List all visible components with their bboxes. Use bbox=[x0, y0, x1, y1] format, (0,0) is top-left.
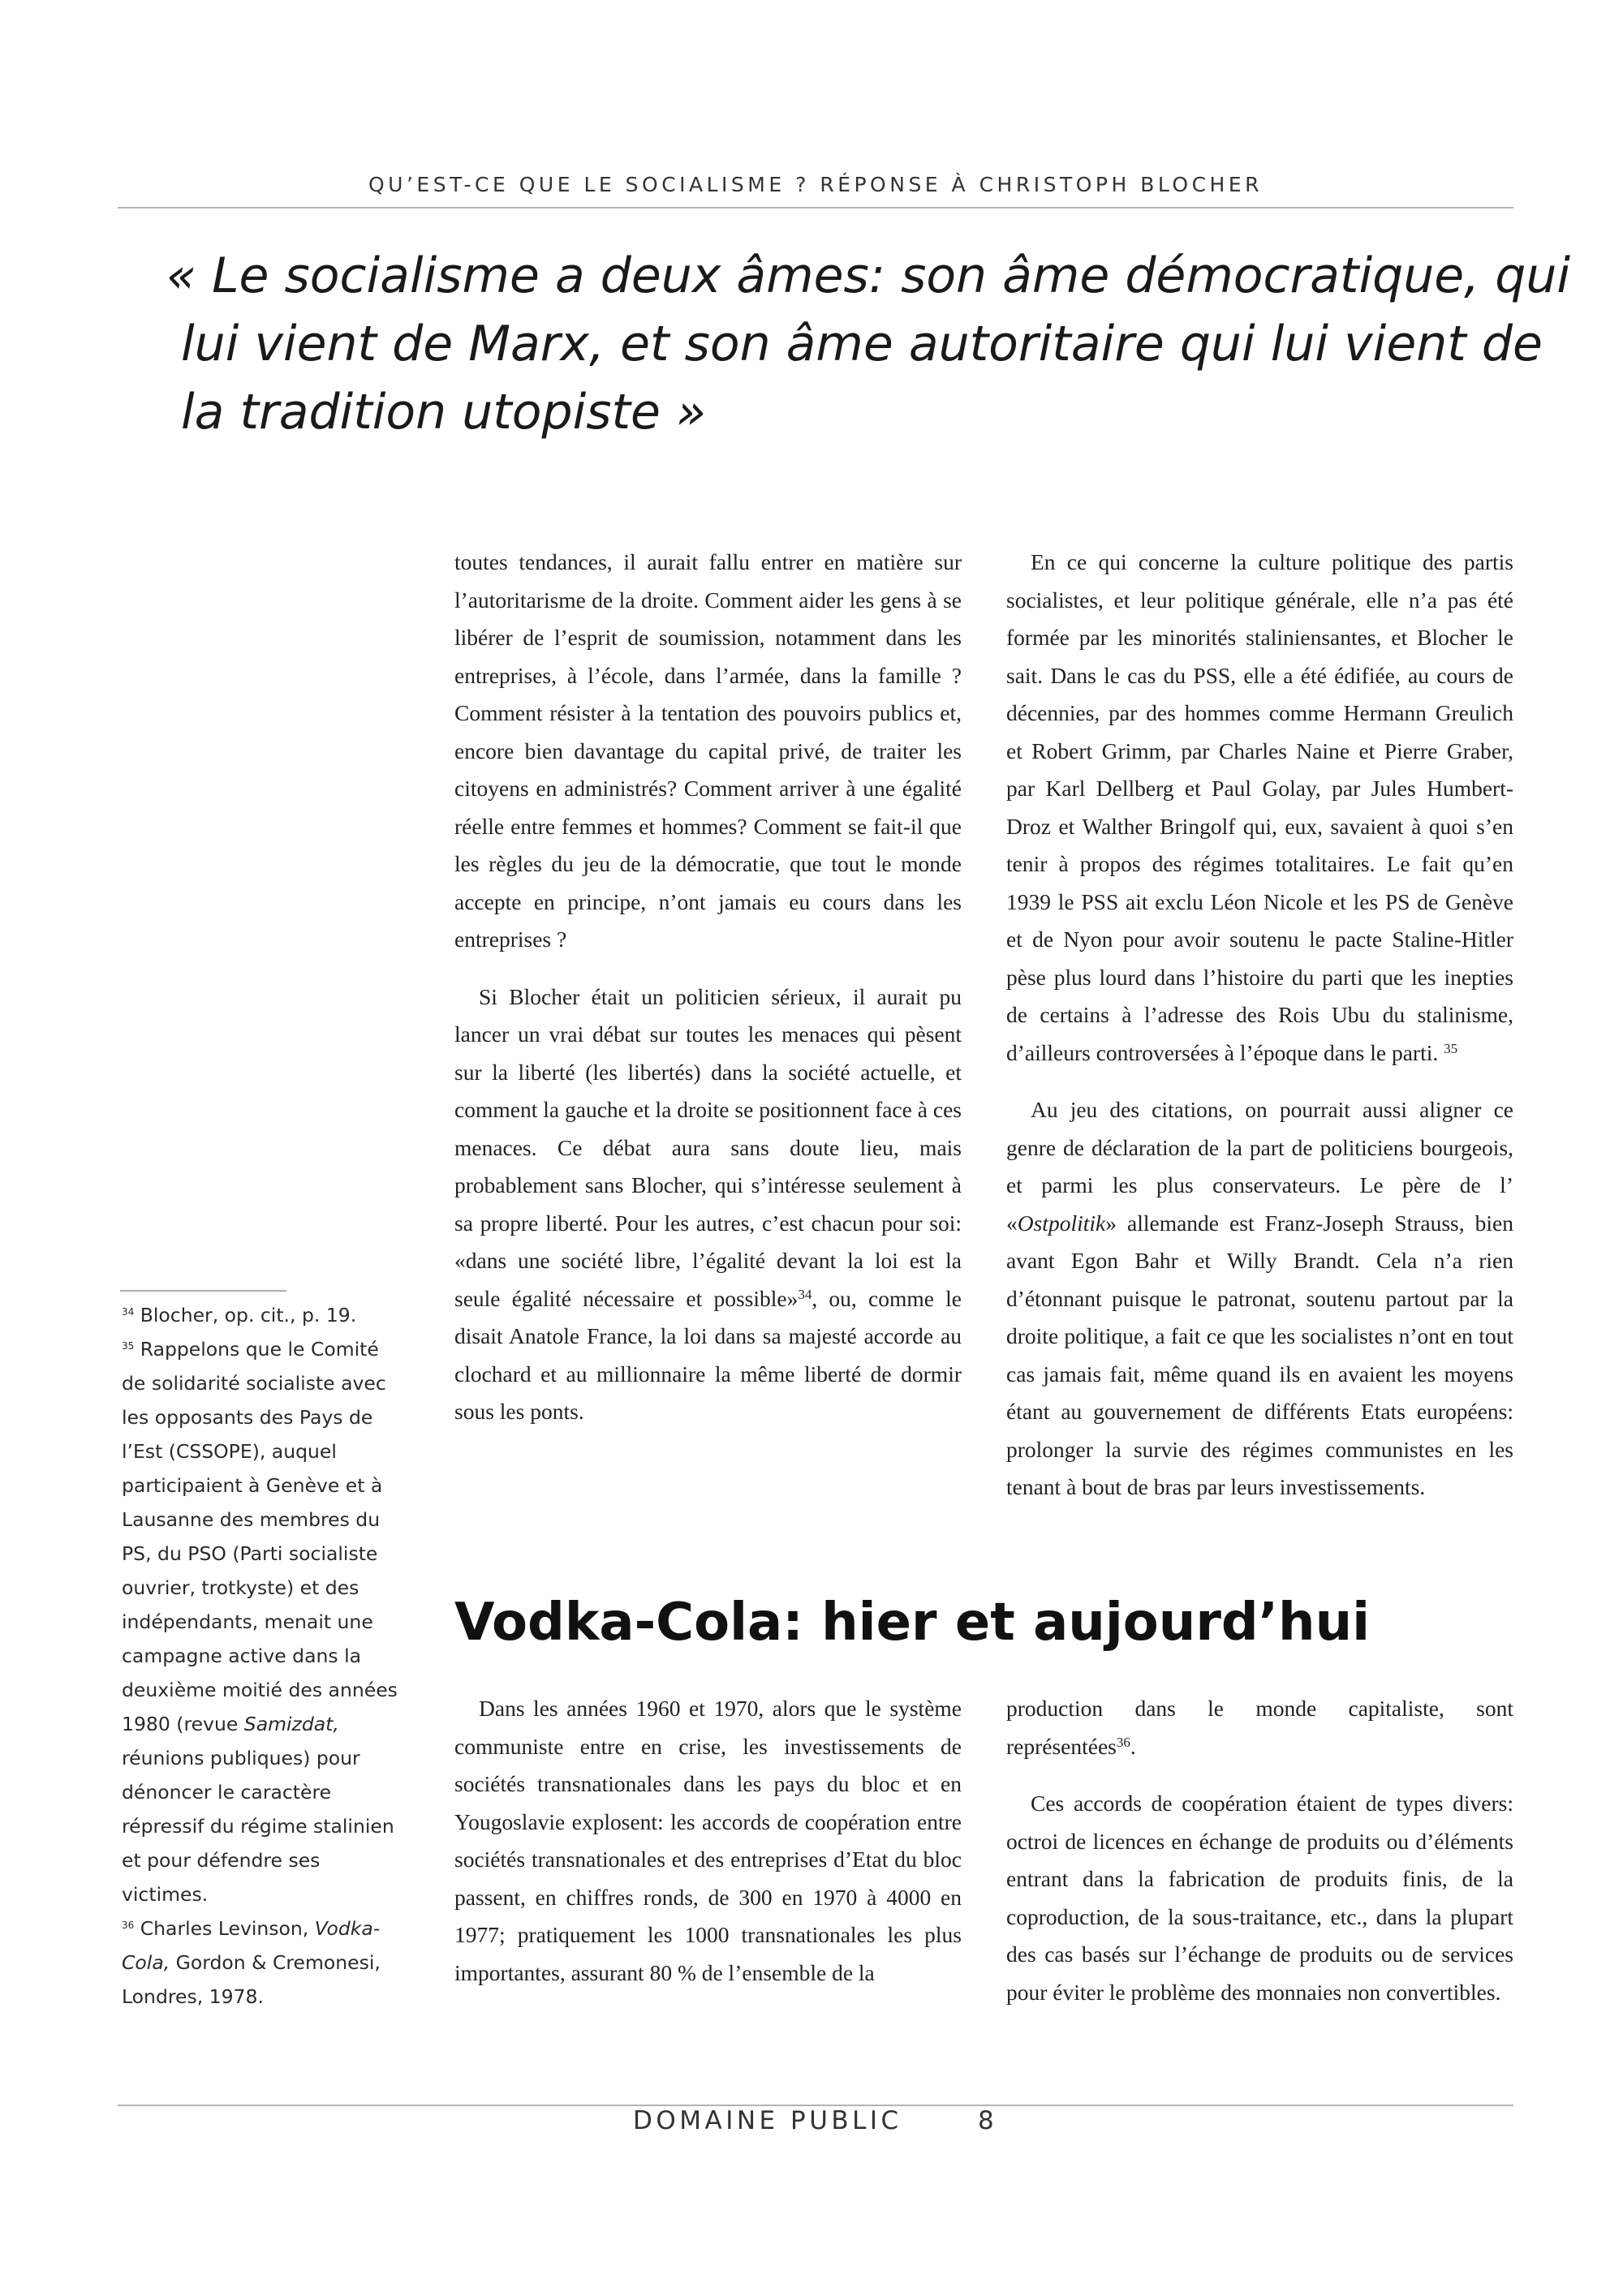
footnote-ref-35[interactable]: 35 bbox=[1444, 1040, 1458, 1056]
paragraph-text: En ce qui concerne la culture politique des partis socialistes, et leur politique générale, elle n’a pas été formée par les minorités staliniensantes, et Blocher le sait. Dans le cas du PSS, elle a été édifiée, au cours de décennies, par des hommes comme Hermann Greulich et Robert Grimm, par Charles Naine et Pierre Graber, par Karl Dellberg et Paul Golay, par Jules Humbert-Droz et Walther Bringolf qui, eux, savaient à quoi s’en tenir à propos des régimes totalitaires. Le fait qu’en 1939 le PSS ait exclu Léon Nicole et les PS de Genève et de Nyon pour avoir soutenu le pacte Staline-Hitler pèse plus lourd dans l’histoire du parti que les inepties de certains à l’adresse des Rois Ubu du stalinisme, d’ailleurs controversées à l’époque dans le parti. bbox=[1006, 549, 1513, 1065]
paragraph-text: production dans le monde capitaliste, sont représentées bbox=[1006, 1696, 1513, 1759]
publication-name: DOMAINE PUBLIC bbox=[633, 2106, 902, 2135]
body-column-right-bottom bbox=[1006, 1690, 1513, 2011]
body-column-right-top bbox=[1006, 544, 1513, 1507]
paragraph: Ces accords de coopération étaient de types divers: octroi de licences en échange de produits ou d’éléments entrant dans la fabrication de produits finis, de la coproduction, de la sous-traitance, etc., dans la plupart des cas basés sur l’échange de produits ou de services pour éviter le problème des monnaies non convertibles. bbox=[1006, 1791, 1513, 2005]
paragraph bbox=[454, 978, 962, 1431]
paragraph bbox=[1006, 1091, 1513, 1507]
footnote-36 bbox=[122, 1911, 398, 2014]
pull-quote-line-2: lui vient de Marx, et son âme autoritaire qui lui vient de bbox=[181, 316, 1543, 372]
footnote-italic: Samizdat, bbox=[243, 1713, 339, 1735]
footnote-text: Rappelons que le Comité de solidarité socialiste avec les opposants des Pays de l’Est (CSSOPE), auquel participaient à Genève et à Lausanne des membres du PS, du PSO (Parti socialiste ouvrier, trotkyste) et des indépendants, menait une campagne active dans la deuxième moitié des années 1980 (revue bbox=[122, 1338, 398, 1735]
paragraph bbox=[1006, 544, 1513, 1072]
header-rule bbox=[118, 207, 1513, 209]
footnote-ref-36[interactable]: 36 bbox=[1116, 1734, 1130, 1750]
pull-quote bbox=[166, 242, 1571, 446]
body-column-left-top bbox=[454, 544, 962, 1431]
footnote-text: Charles Levinson, bbox=[134, 1917, 315, 1940]
footer bbox=[633, 2103, 1022, 2139]
section-heading: Vodka-Cola: hier et aujourd’hui bbox=[454, 1593, 1371, 1653]
paragraph-text: » allemande est Franz-Joseph Strauss, bien avant Egon Bahr et Willy Brandt. Cela n’a rien d’étonnant puisque le patronat, soutenu partout par la droite politique, a fait ce que les socialistes n’ont en tout cas jamais fait, même quand ils en avaient les moyens étant au gouvernement de différents Etats européens: prolonger la survie des régimes communistes en les tenant à bout de bras par leurs investissements. bbox=[1006, 1210, 1513, 1499]
body-column-left-bottom bbox=[454, 1690, 962, 1992]
footnote-marker: 35 bbox=[122, 1340, 135, 1352]
italic-term: Ostpolitik bbox=[1017, 1210, 1106, 1236]
paragraph-text: Si Blocher était un politicien sérieux, il aurait pu lancer un vrai débat sur toutes les menaces qui pèsent sur la liberté (les libertés) dans la société actuelle, et comment la gauche et la droite se positionnent face à ces menaces. Ce débat aura sans doute lieu, mais probablement sans Blocher, qui s’intéresse seulement à sa propre liberté. Pour les autres, c’est chacun pour soi: «dans une société libre, l’égalité devant la loi est la seule égalité nécessaire et possible» bbox=[454, 983, 962, 1311]
footnote-marker: 34 bbox=[122, 1306, 135, 1318]
paragraph-text: . bbox=[1130, 1733, 1136, 1759]
paragraph: toutes tendances, il aurait fallu entrer en matière sur l’autoritarisme de la droite. Comment aider les gens à se libérer de l’esprit de soumission, notamment dans les entreprises, à l’école, dans l’armée, dans la famille ? Comment résister à la tentation des pouvoirs publics et, encore bien davantage du capital privé, de traiter les citoyens en administrés? Comment arriver à une égalité réelle entre femmes et hommes? Comment se fait-il que les règles du jeu de la démocratie, que tout le monde accepte en principe, n’ont jamais eu cours dans les entreprises ? bbox=[454, 549, 962, 952]
footnote-italic: Vodka-Cola, bbox=[122, 1917, 381, 1974]
footnotes bbox=[122, 1298, 398, 2014]
paragraph: Dans les années 1960 et 1970, alors que le système communiste entre en crise, les investissements de sociétés transnationales dans les pays du bloc et en Yougoslavie explosent: les accords de coopération entre sociétés transnationales et des entreprises d’Etat du bloc passent, en chiffres ronds, de 300 en 1970 à 4000 en 1977; pratiquement les 1000 transnationales les plus importantes, assurant 80 % de l’ensemble de la bbox=[454, 1696, 962, 1985]
paragraph bbox=[1006, 1690, 1513, 1765]
footnote-marker: 36 bbox=[122, 1920, 135, 1931]
running-header: QU’EST-CE QUE LE SOCIALISME ? RÉPONSE À CHRISTOPH BLOCHER bbox=[368, 173, 1264, 196]
footnote-text: Gordon & Cremonesi, Londres, 1978. bbox=[122, 1951, 381, 2008]
pull-quote-line-3: la tradition utopiste » bbox=[181, 384, 707, 441]
footnote-text: Blocher, op. cit., p. 19. bbox=[134, 1304, 357, 1326]
footnote-35 bbox=[122, 1332, 398, 1911]
footnotes-rule bbox=[120, 1290, 286, 1292]
footnote-ref-34[interactable]: 34 bbox=[798, 1286, 812, 1302]
paragraph-text: , ou, comme le disait Anatole France, la loi dans sa majesté accorde au clochard et au millionnaire la même liberté de dormir sous les ponts. bbox=[454, 1285, 962, 1424]
page-number: 8 bbox=[978, 2106, 998, 2135]
paragraph-text: Au jeu des citations, on pourrait aussi aligner ce genre de déclaration de la part de politiciens bourgeois, et parmi les plus conservateurs. Le père de l’ « bbox=[1006, 1097, 1513, 1236]
footnote-text: réunions publiques) pour dénoncer le caractère répressif du régime stalinien et pour défendre ses victimes. bbox=[122, 1747, 394, 1906]
footnote-34 bbox=[122, 1298, 398, 1332]
pull-quote-line-1: « Le socialisme a deux âmes: son âme démocratique, qui bbox=[166, 247, 1571, 304]
